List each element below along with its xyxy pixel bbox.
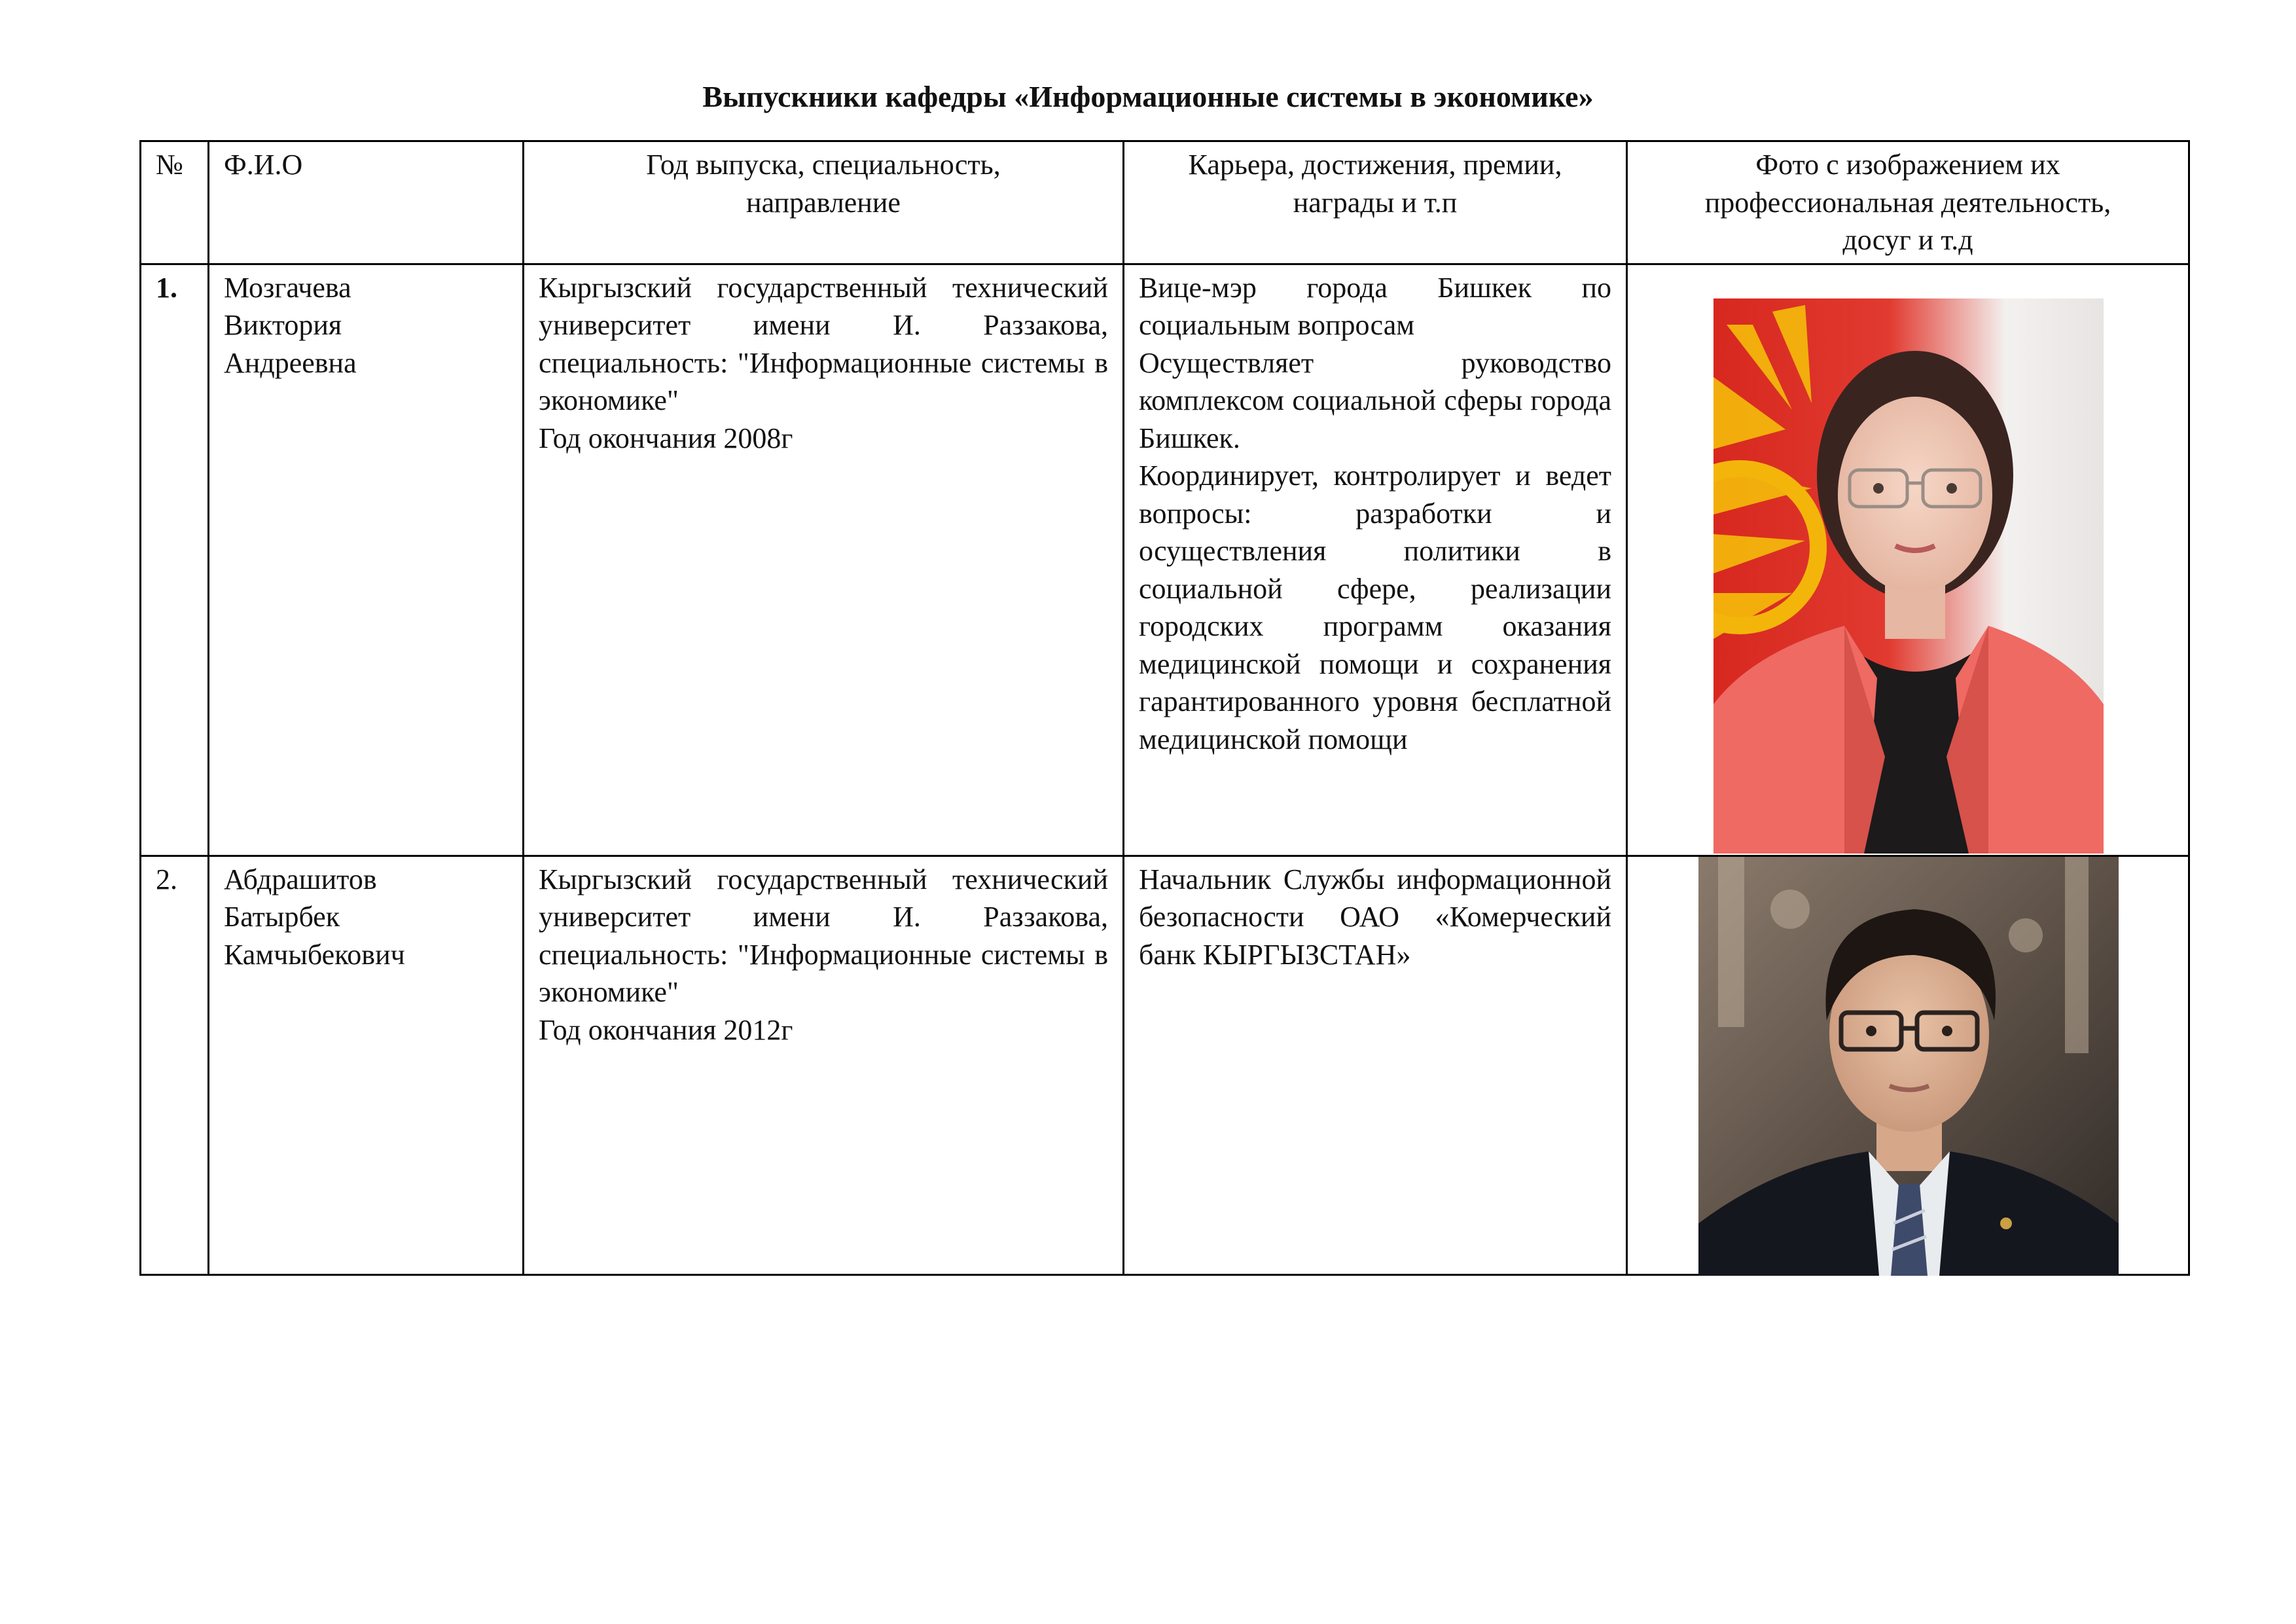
- row-number: 1.: [156, 271, 177, 304]
- header-photo-line: Фото с изображением их: [1755, 149, 2060, 181]
- portrait-woman-photo: [1713, 298, 2104, 854]
- header-education-line: направление: [746, 186, 901, 219]
- header-photo-line: досуг и т.д: [1842, 224, 1973, 256]
- photo-cell: [1627, 856, 2189, 1274]
- education-text: Кыргызский государственный технический университет имени И. Раззакова, специальность: "Информационные системы в экономике": [539, 271, 1108, 416]
- career-cell: [1124, 264, 1627, 856]
- header-education-line: Год выпуска, специальность,: [646, 149, 1001, 181]
- fio-line: Андреевна: [224, 346, 357, 379]
- portrait-man-photo: [1698, 857, 2119, 1276]
- table-row: [141, 264, 2189, 856]
- header-education: [524, 141, 1124, 264]
- header-number: [141, 141, 209, 264]
- photo-cell: [1627, 264, 2189, 856]
- row-number-cell: [141, 264, 209, 856]
- header-fio-label: Ф.И.О: [224, 149, 303, 181]
- row-number-cell: [141, 856, 209, 1274]
- graduation-year: Год окончания 2008г: [539, 422, 793, 454]
- header-photo-line: профессиональная деятельность,: [1704, 186, 2111, 219]
- education-cell: [524, 264, 1124, 856]
- table-row: [141, 856, 2189, 1274]
- header-fio: [209, 141, 524, 264]
- fio-cell: [209, 856, 524, 1274]
- education-cell: [524, 856, 1124, 1274]
- fio-line: Мозгачева: [224, 271, 351, 304]
- career-cell: [1124, 856, 1627, 1274]
- graduates-table: [139, 140, 2190, 1276]
- fio-line: Камчыбекович: [224, 938, 405, 971]
- career-paragraph: Координирует, контролирует и ведет вопросы: разработки и осуществления политики в социальной сфере, реализации городских программ оказания медицинской помощи и сохранения гарантированного уровня бесплатной медицинской помощи: [1139, 460, 1611, 755]
- document-title: Выпускники кафедры «Информационные системы в экономике»: [702, 80, 1594, 113]
- header-number-label: №: [156, 149, 183, 181]
- career-paragraph: Осуществляет руководство комплексом социальной сферы города Бишкек.: [1139, 346, 1611, 454]
- header-career: [1124, 141, 1627, 264]
- career-paragraph: Начальник Службы информационной безопасности ОАО «Комерческий банк КЫРГЫЗСТАН»: [1139, 863, 1611, 971]
- education-text: Кыргызский государственный технический университет имени И. Раззакова, специальность: "Информационные системы в экономике": [539, 863, 1108, 1008]
- career-paragraph: Вице-мэр города Бишкек по социальным вопросам: [1139, 271, 1611, 341]
- header-career-line: награды и т.п: [1293, 186, 1458, 219]
- fio-line: Виктория: [224, 309, 342, 341]
- table-header-row: [141, 141, 2189, 264]
- header-career-line: Карьера, достижения, премии,: [1188, 149, 1562, 181]
- fio-line: Батырбек: [224, 901, 340, 933]
- fio-line: Абдрашитов: [224, 863, 377, 895]
- graduation-year: Год окончания 2012г: [539, 1013, 793, 1046]
- header-photo: [1627, 141, 2189, 264]
- row-number: 2.: [156, 863, 177, 895]
- fio-cell: [209, 264, 524, 856]
